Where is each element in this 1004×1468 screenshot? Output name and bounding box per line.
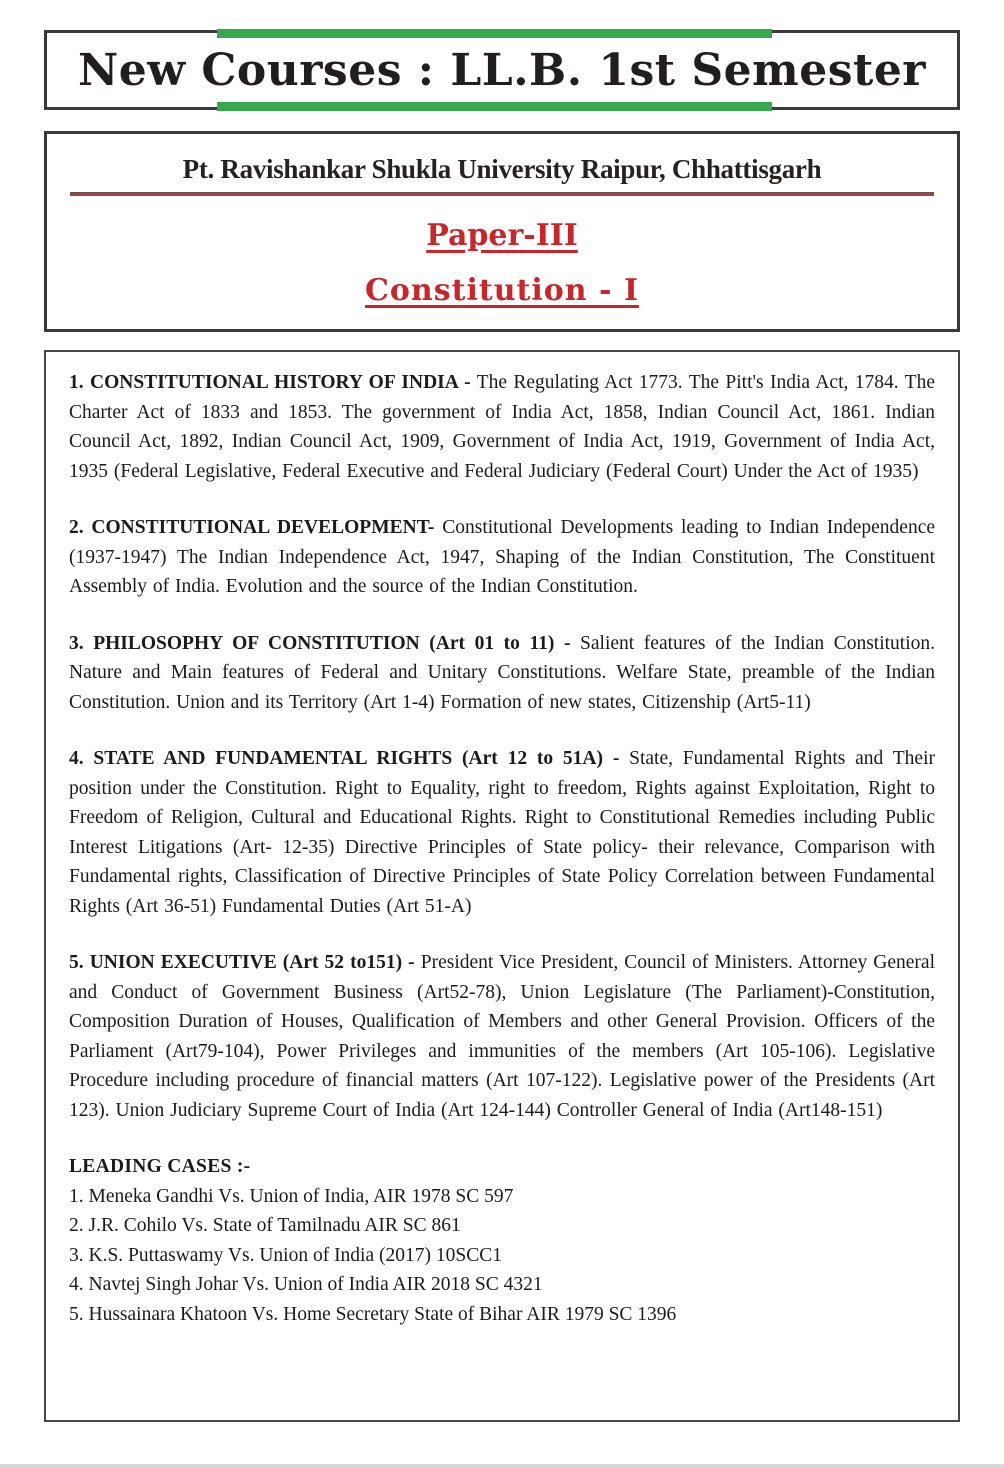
case-item: 2. J.R. Cohilo Vs. State of Tamilnadu AIR SC 861 — [69, 1215, 461, 1236]
university-title: Pt. Ravishankar Shukla University Raipur, Chhattisgarh — [182, 154, 822, 184]
page-bottom-edge — [0, 1464, 1004, 1468]
case-item: 3. K.S. Puttaswamy Vs. Union of India (2017) 10SCC1 — [69, 1244, 502, 1266]
section-heading: 4. STATE AND FUNDAMENTAL RIGHTS (Art 12 to 51A) - — [69, 748, 620, 769]
subject-title: Constitution - I — [365, 273, 639, 308]
paper-title: Paper-III — [426, 218, 578, 253]
syllabus-section — [69, 513, 935, 602]
section-body: The Regulating Act 1773. The Pitt's India Act, 1784. The Charter Act of 1833 and 1853. The government of India Act, 1858, Indian Council Act, 1861. Indian Council Act, 1892, Indian Council Act, 1909, Government of India Act, 1919, Government of India Act, 1935 (Federal Legislative, Federal Executive and Federal Judiciary (Federal Court) Under the Act of 1935) — [69, 372, 935, 482]
leading-cases-heading: LEADING CASES :- — [69, 1156, 251, 1177]
leading-cases — [69, 1152, 935, 1329]
syllabus-box — [44, 350, 960, 1422]
section-heading: 1. CONSTITUTIONAL HISTORY OF INDIA - — [69, 372, 471, 393]
red-divider — [70, 192, 934, 196]
green-bar-top — [217, 29, 772, 38]
section-body: Constitutional Developments leading to Indian Independence (1937-1947) The Indian Independence Act, 1947, Shaping of the Indian Constitution, The Constituent Assembly of India. Evolution and the source of the Indian Constitution. — [69, 517, 936, 597]
case-item: 1. Meneka Gandhi Vs. Union of India, AIR 1978 SC 597 — [69, 1185, 514, 1207]
section-heading: 2. CONSTITUTIONAL DEVELOPMENT- — [69, 517, 435, 538]
syllabus-section — [69, 629, 935, 718]
syllabus-section — [69, 948, 935, 1125]
green-bar-bottom — [217, 102, 772, 111]
case-item: 4. Navtej Singh Johar Vs. Union of India AIR 2018 SC 4321 — [69, 1274, 543, 1295]
section-body: President Vice President, Council of Ministers. Attorney General and Conduct of Government Business (Art52-78), Union Legislature (The Parliament)-Constitution, Composition Duration of Houses, Qualification of Members and other General Provision. Officers of the Parliament (Art79-104), Power Privileges and immunities of the members (Art 105-106). Legislative Procedure including procedure of financial matters (Art 107-122). Legislative power of the Presidents (Art 123). Union Judiciary Supreme Court of India (Art 124-144) Controller General of India (Art148-151) — [69, 952, 936, 1121]
case-item: 5. Hussainara Khatoon Vs. Home Secretary State of Bihar AIR 1979 SC 1396 — [69, 1303, 677, 1325]
page-title: New Courses : LL.B. 1st Semester — [77, 44, 926, 96]
header-box — [44, 131, 960, 332]
syllabus-section — [69, 368, 935, 486]
title-banner — [44, 30, 960, 110]
section-body: State, Fundamental Rights and Their position under the Constitution. Right to Equality, right to freedom, Rights against Exploitation, Right to Freedom of Religion, Cultural and Educational Rights. Right to Constitutional Remedies including Public Interest Litigations (Art- 12-35) Directive Principles of State policy- their relevance, Comparison with Fundamental rights, Classification of Directive Principles of State Policy Correlation between Fundamental Rights (Art 36-51) Fundamental Duties (Art 51-A) — [69, 748, 935, 917]
syllabus-section — [69, 744, 935, 921]
section-heading: 5. UNION EXECUTIVE (Art 52 to151) - — [69, 952, 415, 973]
section-heading: 3. PHILOSOPHY OF CONSTITUTION (Art 01 to 11) - — [69, 632, 571, 654]
section-body: Salient features of the Indian Constitution. Nature and Main features of Federal and Unitary Constitutions. Welfare State, preamble of the Indian Constitution. Union and its Territory (Art 1-4) Formation of new states, Citizenship (Art5-11) — [69, 632, 936, 713]
